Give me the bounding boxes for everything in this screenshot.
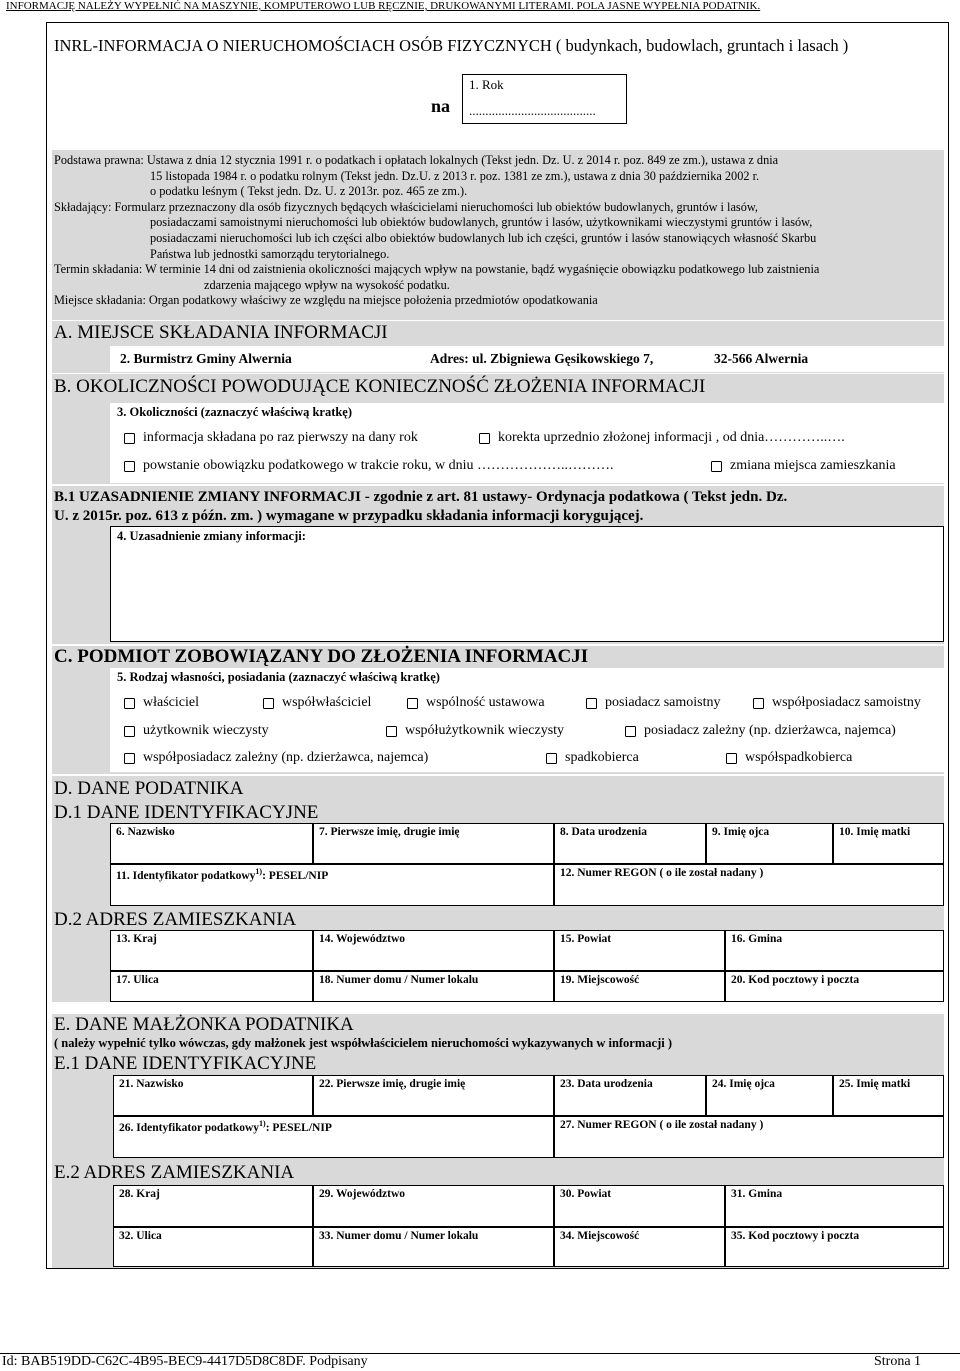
field-label: 16. Gmina	[731, 933, 783, 945]
office-postcode: 32-566 Alwernia	[714, 351, 809, 366]
option-label: współposiadacz zależny (np. dzierżawca, najemca)	[143, 750, 429, 765]
field-label: 31. Gmina	[731, 1188, 783, 1200]
option-correction[interactable]	[479, 430, 845, 446]
option-obligation-arose[interactable]	[124, 458, 613, 474]
legal-line: zdarzenia mającego wpływ na wysokość podatku.	[204, 277, 450, 292]
spouse-street[interactable]	[113, 1227, 313, 1267]
option-perpetual-user[interactable]	[124, 723, 269, 739]
checkbox[interactable]	[124, 753, 135, 764]
spouse-father-name[interactable]	[706, 1075, 833, 1116]
field-label: 12. Numer REGON ( o ile został nadany )	[560, 867, 764, 879]
field-locality[interactable]	[554, 971, 725, 1002]
option-label: współwłaściciel	[282, 695, 372, 710]
option-co-independent-holder[interactable]	[753, 695, 921, 711]
spouse-municipality[interactable]	[725, 1185, 944, 1227]
spouse-locality[interactable]	[554, 1227, 725, 1267]
field-label: 29. Województwo	[319, 1188, 406, 1200]
option-label: wspólność ustawowa	[426, 695, 545, 710]
option-label: informacja składana po raz pierwszy na dany rok	[143, 430, 418, 445]
section-e-note: ( należy wypełnić tylko wówczas, gdy małżonek jest współwłaścicielem nieruchomości wykazywanych w informacji )	[54, 1036, 672, 1050]
field-label: 26. Identyfikator podatkowy	[119, 1121, 260, 1134]
field-label: 20. Kod pocztowy i poczta	[731, 974, 860, 986]
field-label: 35. Kod pocztowy i poczta	[731, 1230, 860, 1242]
field-label: 30. Powiat	[560, 1188, 612, 1200]
option-co-owner[interactable]	[263, 695, 371, 711]
field-house-number[interactable]	[313, 971, 554, 1002]
field-regon[interactable]	[554, 864, 944, 906]
legal-line: Miejsce składania: Organ podatkowy właściwy ze względu na miejsce położenia przedmiotów opodatkowania	[54, 293, 598, 308]
field-label: 9. Imię ojca	[712, 826, 770, 838]
justification-label: 4. Uzasadnienie zmiany informacji:	[117, 529, 306, 543]
option-owner[interactable]	[124, 695, 199, 711]
option-address-change[interactable]	[711, 458, 896, 474]
field-label: 11. Identyfikator podatkowy	[116, 869, 256, 882]
na-label: na	[431, 96, 451, 116]
spouse-county[interactable]	[554, 1185, 725, 1227]
page-number: Strona 1	[874, 1354, 922, 1369]
legal-line: o podatku leśnym ( Tekst jedn. Dz. U. z 2013r. poz. 465 ze zm.).	[150, 184, 468, 199]
field-label: 6. Nazwisko	[116, 826, 175, 838]
form-title: INRL-INFORMACJA O NIERUCHOMOŚCIACH OSÓB FIZYCZNYCH ( budynkach, budowlach, gruntach i lasach )	[54, 36, 849, 55]
option-label: posiadacz samoistny	[605, 695, 721, 710]
legal-line: posiadaczami samoistnymi nieruchomości lub obiektów budowlanych, gruntów i lasów, użytkownikami wieczystymi gruntów i lasów,	[150, 215, 813, 230]
spouse-voivodeship[interactable]	[313, 1185, 554, 1227]
option-label: współużytkownik wieczysty	[405, 723, 565, 738]
field-municipality[interactable]	[725, 930, 944, 971]
year-field[interactable]	[462, 74, 627, 124]
field-street[interactable]	[110, 971, 313, 1002]
circumstances-label: 3. Okoliczności (zaznaczyć właściwą kratkę)	[117, 405, 353, 419]
option-dependent-holder[interactable]	[625, 723, 896, 739]
document-id: Id: BAB519DD-C62C-4B95-BEC9-4417D5D8C8DF. Podpisany	[2, 1354, 368, 1369]
field-label: 24. Imię ojca	[712, 1078, 775, 1090]
instruction-note: INFORMACJĘ NALEŻY WYPEŁNIĆ NA MASZYNIE, KOMPUTEROWO LUB RĘCZNIE, DRUKOWANYMI LITERAMI. POLA JASNE WYPEŁNIA PODATNIK.	[6, 0, 761, 12]
legal-basis	[54, 153, 942, 309]
checkbox[interactable]	[386, 726, 397, 737]
ownership-label: 5. Rodzaj własności, posiadania (zaznaczyć właściwą kratkę)	[117, 670, 440, 684]
legal-line: Składający: Formularz przeznaczony dla osób fizycznych będących właścicielami nieruchomości lub obiektów budowlanych, gruntów i lasów,	[54, 199, 758, 214]
checkbox[interactable]	[124, 461, 135, 472]
field-label: 32. Ulica	[119, 1230, 162, 1242]
field-mother-name[interactable]	[833, 823, 944, 864]
checkbox[interactable]	[586, 698, 597, 709]
option-heir[interactable]	[546, 750, 639, 766]
option-label: współspadkobierca	[745, 750, 853, 765]
legal-line: posiadaczami nieruchomości lub ich części albo obiektów budowlanych lub ich części, gruntów i lasów stanowiących własność Skarbu	[150, 230, 817, 245]
checkbox[interactable]	[726, 753, 737, 764]
section-e1-title: E.1 DANE IDENTYFIKACYJNE	[54, 1053, 317, 1074]
spouse-mother-name[interactable]	[833, 1075, 944, 1116]
field-label: 10. Imię matki	[839, 826, 911, 838]
legal-line: 15 listopada 1984 r. o podatku rolnym (Tekst jedn. Dz.U. z 2013 r. poz. 1381 ze zm.), ustawa z dnia 30 października 2002 r.	[150, 168, 760, 183]
spouse-birth-date[interactable]	[554, 1075, 706, 1116]
checkbox[interactable]	[711, 461, 722, 472]
field-county[interactable]	[554, 930, 725, 971]
field-label: 22. Pierwsze imię, drugie imię	[319, 1078, 466, 1090]
option-joint-property[interactable]	[407, 695, 545, 711]
office-address: Adres: ul. Zbigniewa Gęsikowskiego 7,	[430, 351, 654, 366]
section-d1-title: D.1 DANE IDENTYFIKACYJNE	[54, 802, 319, 823]
section-d2-title: D.2 ADRES ZAMIESZKANIA	[54, 909, 297, 930]
section-b1-title-line: B.1 UZASADNIENIE ZMIANY INFORMACJI - zgodnie z art. 81 ustawy- Ordynacja podatkowa ( Tekst jedn. Dz.	[54, 489, 788, 505]
spouse-house-number[interactable]	[313, 1227, 554, 1267]
checkbox[interactable]	[124, 433, 135, 444]
field-label: 27. Numer REGON ( o ile został nadany )	[560, 1119, 764, 1131]
option-label: współposiadacz samoistny	[772, 695, 921, 710]
spouse-postal-code[interactable]	[725, 1227, 944, 1267]
option-label: użytkownik wieczysty	[143, 723, 269, 738]
spouse-surname[interactable]	[113, 1075, 313, 1116]
legal-line: Państwa lub jednostki samorządu terytorialnego.	[150, 246, 390, 261]
checkbox[interactable]	[407, 698, 418, 709]
office-name: 2. Burmistrz Gminy Alwernia	[120, 351, 292, 366]
section-b1-title	[54, 488, 787, 526]
option-co-heir[interactable]	[726, 750, 852, 766]
section-d-title: D. DANE PODATNIKA	[54, 778, 244, 799]
section-e2-title: E.2 ADRES ZAMIESZKANIA	[54, 1162, 295, 1183]
option-label: powstanie obowiązku podatkowego w trakcie roku, w dniu ………………..……….	[143, 458, 614, 473]
field-label: 25. Imię matki	[839, 1078, 911, 1090]
footnote-mark: 1)	[259, 1119, 266, 1128]
option-label: posiadacz zależny (np. dzierżawca, najemca)	[644, 723, 896, 738]
checkbox[interactable]	[263, 698, 274, 709]
field-label: 28. Kraj	[119, 1188, 160, 1200]
checkbox[interactable]	[124, 726, 135, 737]
field-label: : PESEL/NIP	[265, 1121, 332, 1134]
field-tax-id[interactable]	[110, 864, 554, 906]
field-label: 19. Miejscowość	[560, 974, 640, 986]
section-c-title: C. PODMIOT ZOBOWIĄZANY DO ZŁOŻENIA INFORMACJI	[54, 646, 589, 667]
checkbox[interactable]	[546, 753, 557, 764]
legal-line: Podstawa prawna: Ustawa z dnia 12 stycznia 1991 r. o podatkach i opłatach lokalnych (Tekst jedn. Dz. U. z 2014 r. poz. 849 ze zm.), ustawa z dnia	[54, 153, 779, 167]
field-label: 33. Numer domu / Numer lokalu	[319, 1230, 479, 1242]
field-label: 8. Data urodzenia	[560, 826, 647, 838]
option-label: właściciel	[143, 695, 199, 710]
field-first-names[interactable]	[313, 823, 554, 864]
field-label: 23. Data urodzenia	[560, 1078, 653, 1090]
field-label: 13. Kraj	[116, 933, 157, 945]
spouse-regon[interactable]	[554, 1116, 944, 1158]
footnote-mark: 1)	[255, 867, 263, 876]
field-label: 14. Województwo	[319, 933, 406, 945]
option-label: spadkobierca	[565, 750, 639, 765]
option-co-perpetual-user[interactable]	[386, 723, 564, 739]
legal-line: Termin składania: W terminie 14 dni od zaistnienia okoliczności mających wpływ na powstanie, bądź wygaśnięcie obowiązku podatkowego lub zaistnienia	[54, 262, 820, 277]
field-country[interactable]	[110, 930, 313, 971]
option-first-filing[interactable]	[124, 430, 418, 446]
option-co-dependent-holder[interactable]	[124, 750, 428, 766]
field-father-name[interactable]	[706, 823, 833, 864]
field-label: 34. Miejscowość	[560, 1230, 640, 1242]
field-voivodeship[interactable]	[313, 930, 554, 971]
field-birth-date[interactable]	[554, 823, 706, 864]
field-label: 15. Powiat	[560, 933, 612, 945]
field-postal-code[interactable]	[725, 971, 944, 1002]
field-label: 18. Numer domu / Numer lokalu	[319, 974, 479, 986]
spouse-tax-id[interactable]	[113, 1116, 554, 1158]
option-label: korekta uprzednio złożonej informacji , od dnia…………..….	[498, 430, 845, 445]
option-independent-holder[interactable]	[586, 695, 720, 711]
spouse-country[interactable]	[113, 1185, 313, 1227]
section-b-title: B. OKOLICZNOŚCI POWODUJĄCE KONIECZNOŚĆ ZŁOŻENIA INFORMACJI	[54, 376, 706, 397]
year-label: 1. Rok	[469, 77, 504, 92]
field-surname[interactable]	[110, 823, 313, 864]
field-label: 21. Nazwisko	[119, 1078, 184, 1090]
field-label: : PESEL/NIP	[262, 869, 329, 882]
field-label: 17. Ulica	[116, 974, 159, 986]
option-label: zmiana miejsca zamieszkania	[730, 458, 896, 473]
section-a-title: A. MIEJSCE SKŁADANIA INFORMACJI	[54, 322, 388, 343]
spouse-first-names[interactable]	[313, 1075, 554, 1116]
checkbox[interactable]	[479, 433, 490, 444]
section-b1-title-line: U. z 2015r. poz. 613 z późn. zm. ) wymagane w przypadku składania informacji korygującej.	[54, 508, 644, 524]
checkbox[interactable]	[753, 698, 764, 709]
checkbox[interactable]	[124, 698, 135, 709]
section-e-title: E. DANE MAŁŻONKA PODATNIKA	[54, 1014, 354, 1035]
year-value: .......................................	[469, 103, 596, 118]
field-label: 7. Pierwsze imię, drugie imię	[319, 826, 460, 838]
checkbox[interactable]	[625, 726, 636, 737]
